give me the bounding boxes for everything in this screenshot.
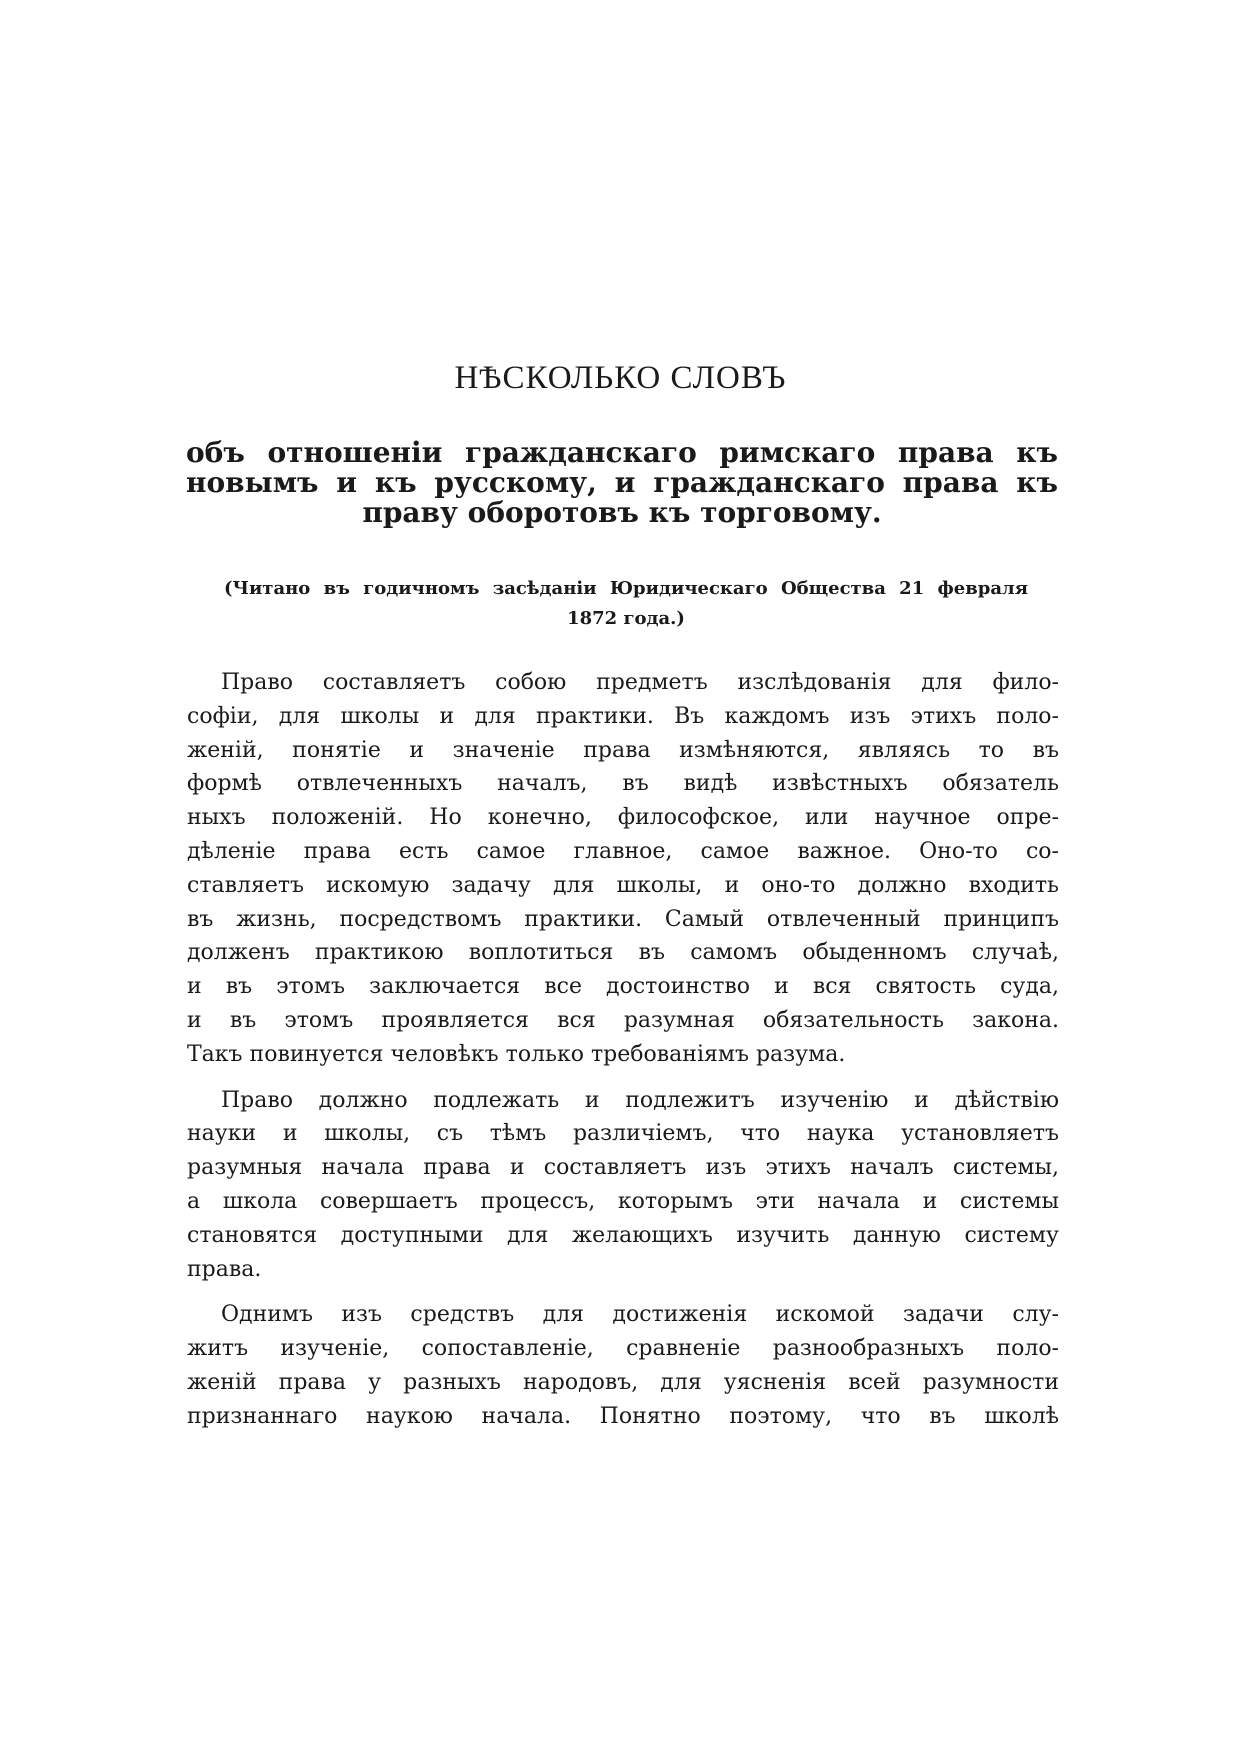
text-line: и въ этомъ заключается все достоинство и вся святость суда, [187,974,1059,1000]
text-line: женій, понятіе и значеніе права измѣняются, являясь то въ [187,737,1059,763]
text-line: права. [187,1256,262,1282]
text-line: признаннаго наукою начала. Понятно поэтому, что въ школѣ [187,1403,1059,1429]
text-line: науки и школы, съ тѣмъ различіемъ, что наука установляетъ [187,1121,1059,1147]
text-line: въ жизнь, посредствомъ практики. Самый отвлеченный принципъ [187,906,1059,932]
text-line: Право составляетъ собою предметъ изслѣдованія для фило- [221,670,1059,695]
text-line: становятся доступными для желающихъ изучить данную систему [187,1222,1059,1248]
text-line: ставляетъ искомую задачу для школы, и оно-то должно входить [187,872,1059,898]
note-line: (Читано въ годичномъ засѣданіи Юридическаго Общества 21 февраля [224,578,1028,599]
text-line: а школа совершаетъ процессъ, которымъ эти начала и системы [187,1188,1059,1214]
text-line: житъ изученіе, сопоставленіе, сравненіе разнообразныхъ поло- [187,1336,1059,1362]
note-line: 1872 года.) [567,608,685,629]
paragraph [187,1298,1059,1433]
text-line: Однимъ изъ средствъ для достиженія искомой задачи слу- [221,1302,1059,1328]
text-line: и въ этомъ проявляется вся разумная обязательность закона. [187,1007,1059,1033]
text-line: дѣленіе права есть самое главное, самое важное. Оно-то со- [187,838,1059,864]
text-line: Такъ повинуется человѣкъ только требованіямъ разума. [187,1041,846,1067]
text-line: разумныя начала права и составляетъ изъ этихъ началъ системы, [187,1155,1059,1181]
subtitle-line: объ отношеніи гражданскаго римскаго права къ [186,436,1058,469]
page-title: НѢСКОЛЬКО СЛОВЪ [454,360,787,396]
text-line: долженъ практикою воплотиться въ самомъ обыденномъ случаѣ, [187,940,1059,966]
reading-note [224,574,1028,634]
text-line: женій права у разныхъ народовъ, для уясненія всей разумности [187,1369,1059,1395]
text-line: ныхъ положеній. Но конечно, философское, или научное опре- [187,805,1059,831]
text-line: формѣ отвлеченныхъ началъ, въ видѣ извѣстныхъ обязатель [187,771,1059,797]
subtitle-line: новымъ и къ русскому, и гражданскаго права къ [186,466,1058,499]
text-line: софіи, для школы и для практики. Въ каждомъ изъ этихъ поло- [187,703,1059,729]
paragraph [187,666,1059,1072]
subtitle-line: праву оборотовъ къ торговому. [362,496,882,529]
paragraph [187,1084,1059,1287]
body-text [187,666,1059,1446]
text-line: Право должно подлежать и подлежитъ изученію и дѣйствію [221,1087,1059,1113]
subtitle [186,438,1058,528]
